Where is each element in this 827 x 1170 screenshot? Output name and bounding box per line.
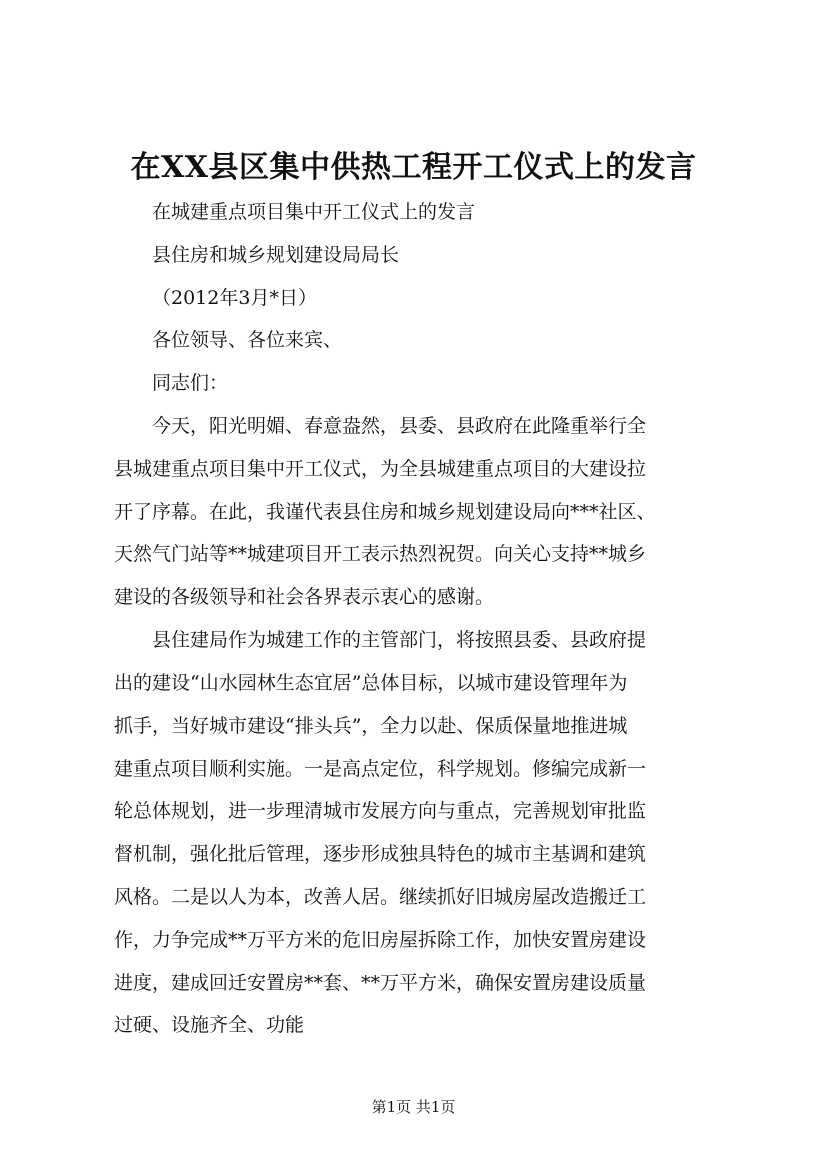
page-footer: 第1页 共1页: [371, 1098, 456, 1116]
paragraph-2-line: 风格。二是以人为本，改善人居。继续抓好旧城房屋改造搬迁工: [114, 886, 647, 908]
speaker-line: 县住房和城乡规划建设局局长: [152, 244, 400, 266]
document-subtitle: 在城建重点项目集中开工仪式上的发言: [152, 201, 476, 223]
paragraph-2-line: 出的建设“山水园林生态宜居”总体目标，以城市建设管理年为: [114, 672, 628, 694]
greeting-line-1: 各位领导、各位来宾、: [152, 329, 343, 351]
paragraph-2-line: 县住建局作为城建工作的主管部门，将按照县委、县政府提: [152, 629, 647, 651]
paragraph-2-line: 督机制，强化批后管理，逐步形成独具特色的城市主基调和建筑: [114, 843, 647, 865]
paragraph-1-line: 开了序幕。在此，我谨代表县住房和城乡规划建设局向***社区、: [114, 501, 656, 523]
paragraph-1-line: 天然气门站等**城建项目开工表示热烈祝贺。向关心支持**城乡: [114, 543, 647, 565]
paragraph-1-line: 建设的各级领导和社会各界表示衷心的感谢。: [114, 586, 495, 608]
paragraph-2-line: 进度，建成回迁安置房**套、**万平方米，确保安置房建设质量: [114, 972, 647, 994]
paragraph-1-line: 县城建重点项目集中开工仪式，为全县城建重点项目的大建设拉: [114, 458, 647, 480]
paragraph-2-line: 作，力争完成**万平方米的危旧房屋拆除工作，加快安置房建设: [114, 929, 647, 951]
paragraph-2-line: 抓手，当好城市建设“排头兵”，全力以赴、保质保量地推进城: [114, 715, 628, 737]
greeting-line-2: 同志们：: [152, 372, 229, 394]
paragraph-2-line: 建重点项目顺利实施。一是高点定位，科学规划。修编完成新一: [114, 758, 647, 780]
paragraph-2-line: 过硬、设施齐全、功能: [114, 1014, 305, 1036]
date-line: （2012年3月*日）: [152, 287, 317, 309]
document-title: 在XX县区集中供热工程开工仪式上的发言: [130, 150, 697, 185]
paragraph-2-line: 轮总体规划，进一步理清城市发展方向与重点，完善规划审批监: [114, 800, 647, 822]
paragraph-1-line: 今天，阳光明媚、春意盎然，县委、县政府在此隆重举行全: [152, 415, 647, 437]
